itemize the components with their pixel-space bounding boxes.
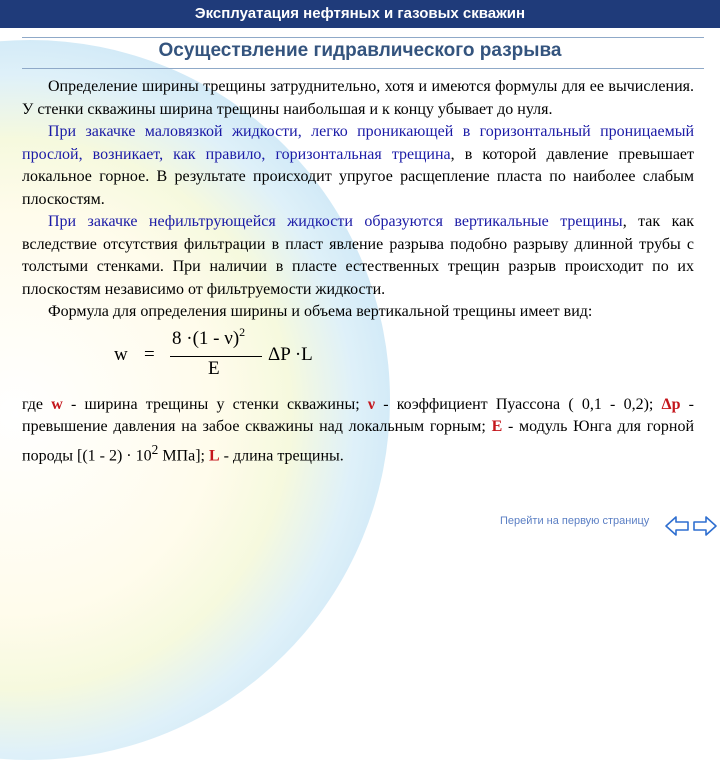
first-page-link[interactable]: Перейти на первую страницу [500, 515, 650, 527]
paragraph-2 [22, 121, 694, 211]
title-divider-bottom [22, 68, 704, 69]
formula [22, 324, 694, 394]
formula-lhs: w [114, 343, 128, 365]
legend-l-symbol: L [208, 446, 220, 464]
slide-title: Осуществление гидравлического разрыва [158, 40, 562, 61]
nav-arrows [664, 514, 718, 538]
paragraph-3-rest: , так как вследствие отсутствия фильтрации в пласт явление разрыва подобно разрыву длинной трубы с толстыми стенками. При наличии в пласте естественных трещин разрыв происходит по их плоскостям независимо от фильтруемости жидкости. [22, 213, 695, 298]
formula-exponent: 2 [239, 324, 246, 339]
body-text [22, 76, 694, 467]
prev-arrow-icon[interactable] [666, 517, 688, 535]
formula-numerator: 8 ·(1 - ν)$^2$ [172, 324, 246, 349]
header-bar [0, 0, 720, 28]
paragraph-2-highlight: При закачке маловязкой жидкости, легко проникающей в горизонтальный проницаемый прослой, возникает, как правило, горизонтальная трещина [22, 123, 694, 163]
title-divider-top [22, 37, 704, 38]
legend-nu-symbol: ν [367, 395, 375, 413]
formula-denominator: E [208, 357, 220, 379]
legend-dp-symbol: Δp [661, 395, 681, 413]
legend-w-symbol: w [51, 395, 63, 413]
paragraph-3 [22, 211, 694, 301]
paragraph-4: Формула для определения ширины и объема вертикальной трещины имеет вид: [48, 303, 593, 320]
paragraph-1: Определение ширины трещины затруднительно, хотя и имеются формулы для ее вычисления. У стенки скважины ширина трещины наибольшая и к концу убывает до нуля. [22, 78, 694, 118]
paragraph-3-highlight: При закачке нефильтрующейся жидкости образуются вертикальные трещины [48, 213, 623, 230]
next-arrow-icon[interactable] [694, 517, 716, 535]
formula-equals: = [144, 343, 155, 365]
symbol-legend: где w - ширина трещины у стенки скважины; ν - коэффициент Пуассона ( 0,1 - 0,2); Δp - превышение давления на забое скважины над локальным горным; E - модуль Юнга для горной породы [$(1 - 2) \cdot 10^2$ МПа]; L - длина трещины. [22, 395, 695, 464]
formula-rhs: ΔP ·L [268, 343, 313, 365]
legend-e-symbol: E [491, 418, 503, 435]
legend-e-exponent: 2 [151, 441, 159, 457]
paragraph-2-rest: , в которой давление превышает локальное горное. В результате происходит упругое расщепление пласта по наиболее слабым плоскостям. [22, 145, 695, 208]
formula-fraction-bar [170, 356, 262, 357]
header-title: Эксплуатация нефтяных и газовых скважин [194, 5, 526, 22]
